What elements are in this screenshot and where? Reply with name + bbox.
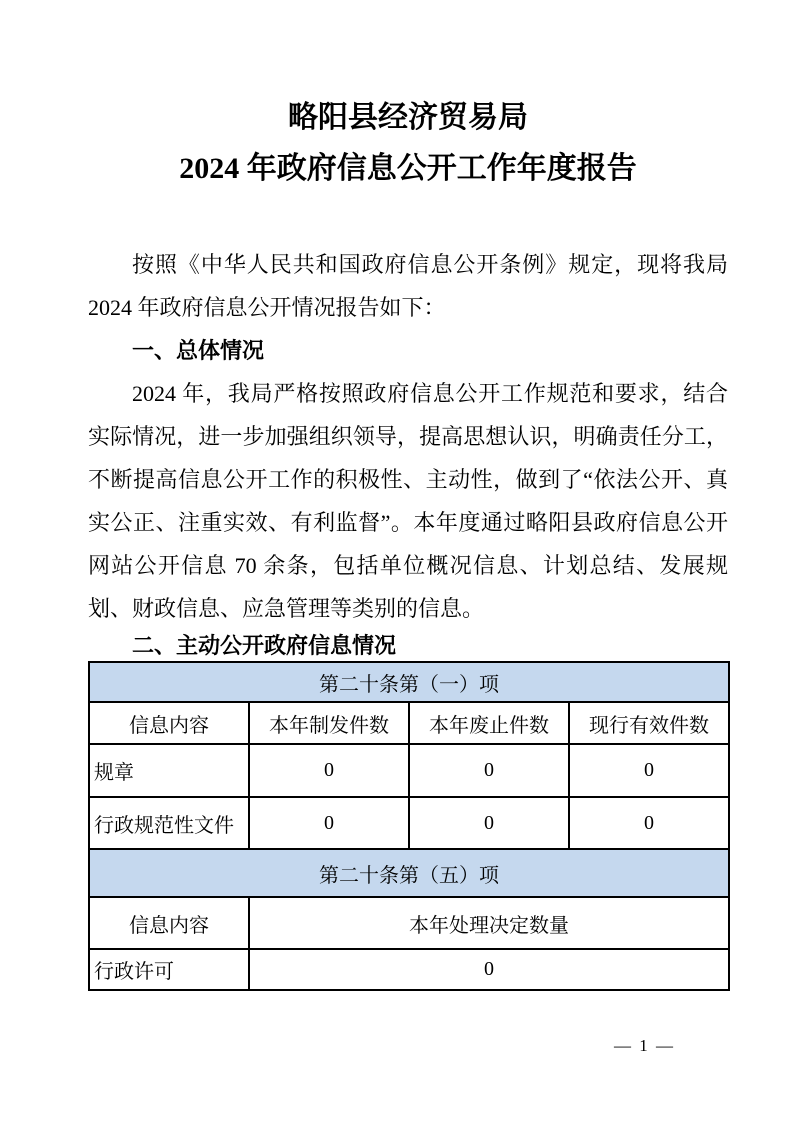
title-line-1: 略阳县经济贸易局	[288, 101, 528, 134]
column-header-abolished: 本年废止件数	[409, 702, 569, 744]
disclosure-table	[88, 661, 730, 991]
section-heading-1: 一、总体情况	[132, 338, 265, 363]
cell-value: 0	[249, 797, 409, 849]
column-header-info-content: 信息内容	[89, 702, 249, 744]
cell-value: 0	[409, 797, 569, 849]
document-title	[88, 0, 728, 194]
column-header-effective: 现行有效件数	[569, 702, 729, 744]
table-row	[89, 797, 729, 849]
table-row	[89, 702, 729, 744]
table-row	[89, 662, 729, 702]
title-line-2: 2024 年政府信息公开工作年度报告	[179, 152, 637, 185]
intro-paragraph: 按照《中华人民共和国政府信息公开条例》规定，现将我局 2024 年政府信息公开情况报告如下：	[88, 252, 728, 320]
cell-value: 0	[409, 744, 569, 797]
table-section-title-1: 第二十条第（一）项	[89, 662, 729, 702]
cell-value: 0	[569, 797, 729, 849]
report-page	[88, 0, 728, 991]
section-heading-2: 二、主动公开政府信息情况	[132, 633, 397, 658]
column-header-info-content-2: 信息内容	[89, 897, 249, 949]
row-label-administrative-license: 行政许可	[89, 949, 249, 990]
table-row	[89, 949, 729, 990]
table-row	[89, 744, 729, 797]
column-header-issued: 本年制发件数	[249, 702, 409, 744]
cell-value: 0	[569, 744, 729, 797]
column-header-decisions: 本年处理决定数量	[249, 897, 729, 949]
table-section-title-2: 第二十条第（五）项	[89, 849, 729, 897]
row-label-regulations: 规章	[89, 744, 249, 797]
section-1-body: 2024 年，我局严格按照政府信息公开工作规范和要求，结合实际情况，进一步加强组织领导，提高思想认识，明确责任分工，不断提高信息公开工作的积极性、主动性，做到了“依法公开、真实公正、注重实效、有利监督”。本年度通过略阳县政府信息公开网站公开信息 70 余条，包括单位概况信息、计划总结、发展规划、财政信息、应急管理等类别的信息。	[88, 381, 728, 621]
page-number: — 1 —	[614, 1036, 675, 1055]
cell-value: 0	[249, 949, 729, 990]
cell-value: 0	[249, 744, 409, 797]
table-row	[89, 897, 729, 949]
table-row	[89, 849, 729, 897]
row-label-normative-documents: 行政规范性文件	[89, 797, 249, 849]
